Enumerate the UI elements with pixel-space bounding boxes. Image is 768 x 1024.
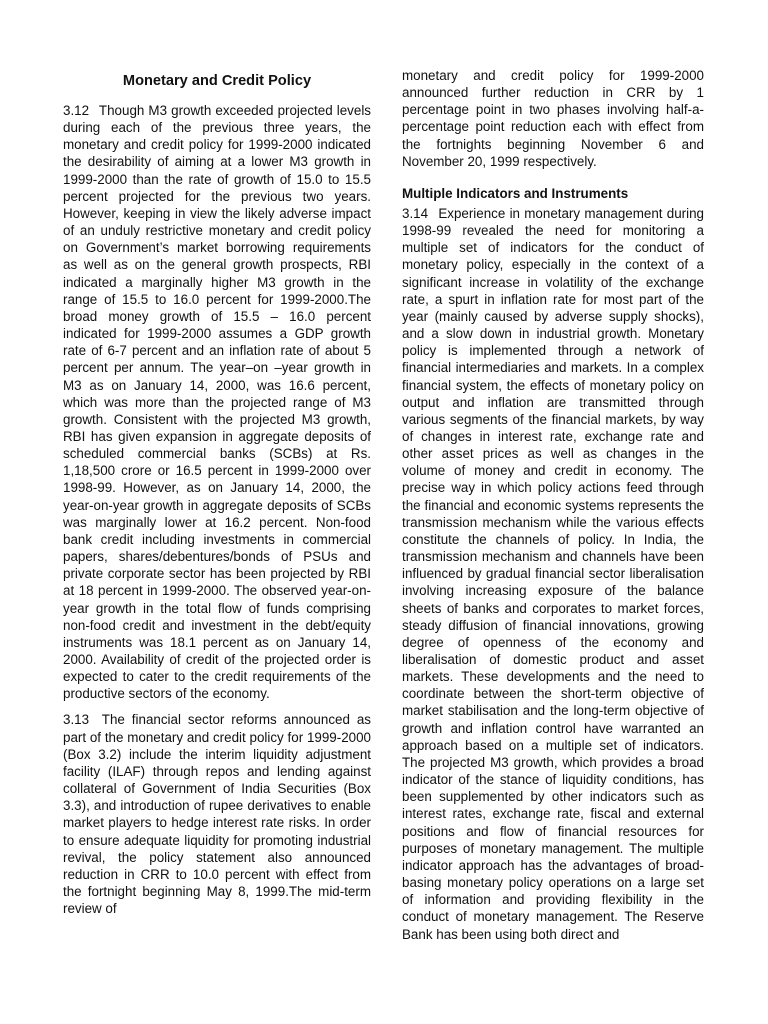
paragraph-number: 3.14	[402, 205, 429, 221]
paragraph-3-14	[402, 205, 704, 943]
right-column	[402, 67, 704, 952]
paragraph-text: Experience in monetary management during 1998-99 revealed the need for monitoring a multiple set of indicators for the conduct of monetary policy, especially in the context of a significant increase in volatility of the exchange rate, a spurt in inflation rate for most part of the year (mainly caused by adverse supply shocks), and a slow down in industrial growth. Monetary policy is implemented through a network of financial intermediaries and markets. In a complex financial system, the effects of monetary policy on output and inflation are transmitted through various segments of the financial markets, by way of changes in interest rate, exchange rate and other asset prices as well as changes in the volume of money and credit in economy. The precise way in which policy actions feed through the financial and economic systems represents the transmission mechanism while the various effects constitute the channels of policy. In India, the transmission mechanism and channels have been influenced by gradual financial sector liberalisation involving increasing exposure of the balance sheets of banks and corporates to market forces, steady diffusion of financial innovations, growing degree of openness of the economy and liberalisation of domestic product and asset markets. These developments and the need to coordinate between the short-term objective of market stabilisation and the long-term objective of growth and inflation control have warranted an approach based on a multiple set of indicators. The projected M3 growth, which provides a broad indicator of the stance of liquidity conditions, has been supplemented by other indicators such as interest rates, exchange rate, fiscal and external positions and flow of financial resources for purposes of monetary management. The multiple indicator approach has the advantages of broad-basing monetary policy operations on a large set of information and providing flexibility in the conduct of monetary management. The Reserve Bank has been using both direct and	[402, 205, 704, 942]
left-column	[63, 70, 371, 926]
subheading: Multiple Indicators and Instruments	[402, 185, 629, 201]
paragraph-text: The financial sector reforms announced as part of the monetary and credit policy for 1999-2000 (Box 3.2) include the interim liquidity adjustment facility (ILAF) through repos and lending against collateral of Government of India Securities (Box 3.3), and introduction of rupee derivatives to enable market players to hedge interest rate risks. In order to ensure adequate liquidity for promoting industrial revival, the policy statement also announced reduction in CRR to 10.0 percent with effect from the fortnight beginning May 8, 1999.The mid-term review of	[63, 712, 371, 917]
paragraph-number: 3.12	[63, 103, 90, 118]
paragraph-number: 3.13	[63, 712, 90, 728]
paragraph-3-13-continued: monetary and credit policy for 1999-2000 announced further reduction in CRR by 1 percentage point in two phases involving half-a-percentage point reduction each with effect from the fortnights beginning November 6 and November 20, 1999 respectively.	[402, 68, 704, 169]
paragraph-text: Though M3 growth exceeded projected levels during each of the previous three years, the monetary and credit policy for 1999-2000 indicated the desirability of aiming at a lower M3 growth in 1999-2000 than the rate of growth of 15.0 to 15.5 percent projected for the previous two years. However, keeping in view the likely adverse impact of an unduly restrictive monetary and credit policy on Government’s market borrowing requirements as well as on the general growth prospects, RBI indicated a marginally higher M3 growth in the range of 15.5 to 16.0 percent for 1999-2000.The broad money growth of 15.5 – 16.0 percent indicated for 1999-2000 assumes a GDP growth rate of 6-7 percent and an inflation rate of about 5 percent per annum. The year–on –year growth in M3 as on January 14, 2000, was 16.6 percent, which was more than the projected range of M3 growth. Consistent with the projected M3 growth, RBI has given expansion in aggregate deposits of scheduled commercial banks (SCBs) at Rs. 1,18,500 crore or 16.5 percent in 1999-2000 over 1998-99. However, as on January 14, 2000, the year-on-year growth in aggregate deposits of SCBs was marginally lower at 16.2 percent. Non-food bank credit including investments in commercial papers, shares/debentures/bonds of PSUs and private corporate sector has been projected by RBI at 18 percent in 1999-2000. The observed year-on-year growth in the total flow of funds comprising non-food credit and investment in the debt/equity instruments was 18.1 percent as on January 14, 2000. Availability of credit of the projected order is expected to cater to the credit requirements of the productive sectors of the economy.	[63, 103, 371, 702]
paragraph-3-12	[63, 102, 371, 702]
paragraph-3-13	[63, 711, 371, 917]
section-title: Monetary and Credit Policy	[122, 73, 312, 89]
